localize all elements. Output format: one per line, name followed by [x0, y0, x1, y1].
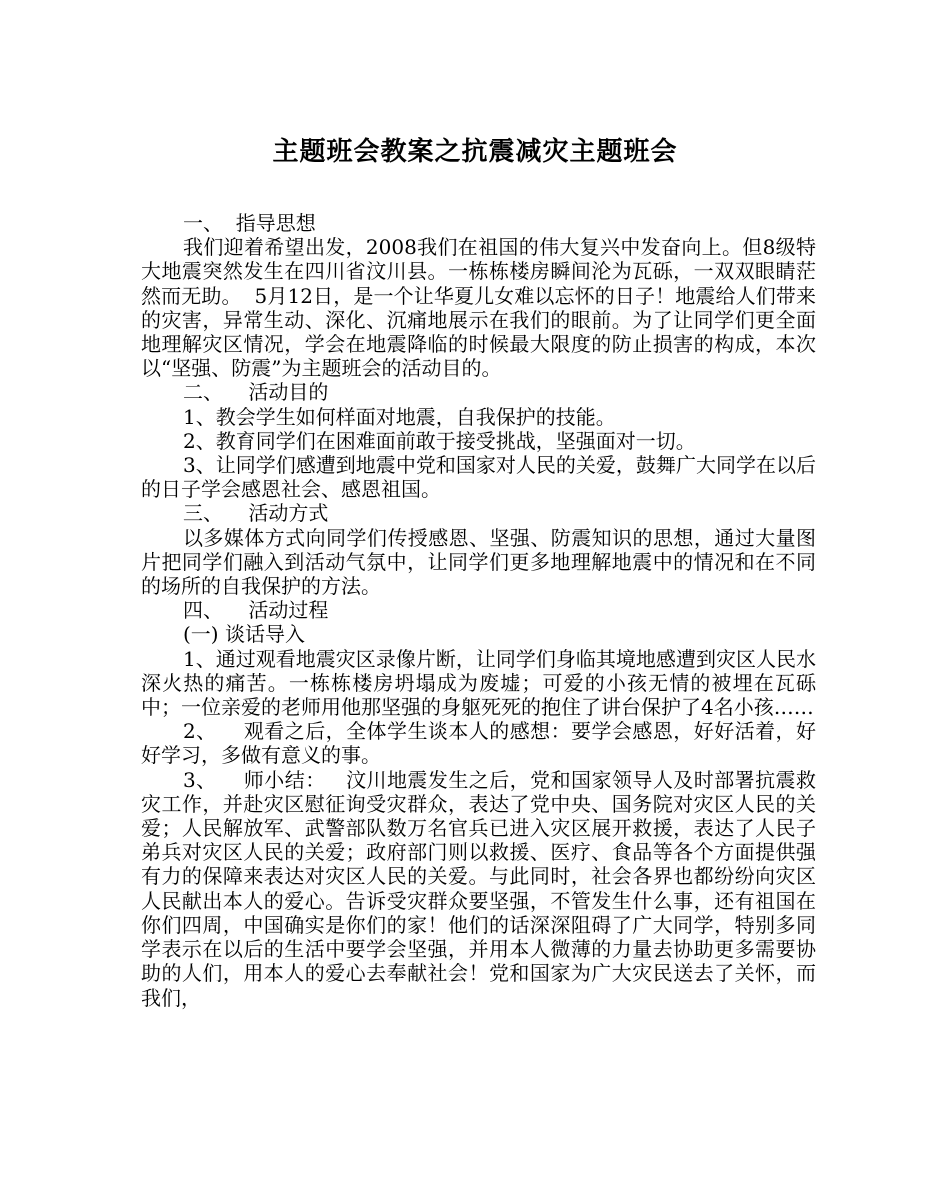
- section-heading-activity-method: 三、 活动方式: [183, 501, 329, 526]
- paragraph-guiding-ideology: 我们迎着希望出发，2008我们在祖国的伟大复兴中发奋向上。但8级特大地震突然发生在四川省汶川县。一栋栋楼房瞬间沦为瓦砾，一双双眼睛茫然而无助。 5月12日，是一个让华夏儿女难以忘怀的日子！地震给人们带来的灾害，异常生动、深化、沉痛地展示在我们的眼前。为了让同学们更全面地理解灾区情况，学会在地震降临的时候最大限度的防止损害的构成，本次以“坚强、防震”为主题班会的活动目的。: [141, 235, 816, 381]
- document-body: [141, 211, 816, 1010]
- subsection-heading-introduction: (一) 谈话导入: [183, 622, 305, 647]
- paragraph-activity-method: 以多媒体方式向同学们传授感恩、坚强、防震知识的思想，通过大量图片把同学们融入到活动气氛中，让同学们更多地理解地震中的情况和在不同的场所的自我保护的方法。: [141, 525, 816, 599]
- list-item-process-2: 2、 观看之后，全体学生谈本人的感想：要学会感恩，好好活着，好好学习，多做有意义的事。: [141, 719, 816, 768]
- section-heading-guiding-ideology: 一、 指导思想: [183, 211, 316, 235]
- list-item-goal-3: 3、让同学们感遭到地震中党和国家对人民的关爱，鼓舞广大同学在以后的日子学会感恩社会、感恩祖国。: [141, 453, 816, 502]
- section-heading-activity-goals: 二、 活动目的: [183, 380, 329, 405]
- list-item-process-1: 1、通过观看地震灾区录像片断，让同学们身临其境地感遭到灾区人民水深火热的痛苦。一栋栋楼房坍塌成为废墟；可爱的小孩无情的被埋在瓦砾中；一位亲爱的老师用他那坚强的身躯死死的抱住了讲台保护了4名小孩……: [141, 646, 816, 720]
- list-item-goal-2: 2、教育同学们在困难面前敢于接受挑战，坚强面对一切。: [183, 428, 696, 453]
- list-item-process-3: 3、 师小结： 汶川地震发生之后，党和国家领导人及时部署抗震救灾工作，并赴灾区慰征询受灾群众，表达了党中央、国务院对灾区人民的关爱；人民解放军、武警部队数万名官兵已进入灾区展开救援，表达了人民子弟兵对灾区人民的关爱；政府部门则以救援、医疗、食品等各个方面提供强有力的保障来表达对灾区人民的关爱。与此同时，社会各界也都纷纷向灾区人民献出本人的爱心。告诉受灾群众要坚强，不管发生什么事，还有祖国在你们四周，中国确实是你们的家！他们的话深深阻碍了广大同学，特别多同学表示在以后的生活中要学会坚强，并用本人微薄的力量去协助更多需要协助的人们，用本人的爱心去奉献社会！党和国家为广大灾民送去了关怀，而我们，: [141, 767, 816, 1010]
- list-item-goal-1: 1、教会学生如何样面对地震，自我保护的技能。: [183, 404, 616, 429]
- document-title: 主题班会教案之抗震减灾主题班会: [272, 137, 678, 167]
- section-heading-activity-process: 四、 活动过程: [183, 598, 329, 623]
